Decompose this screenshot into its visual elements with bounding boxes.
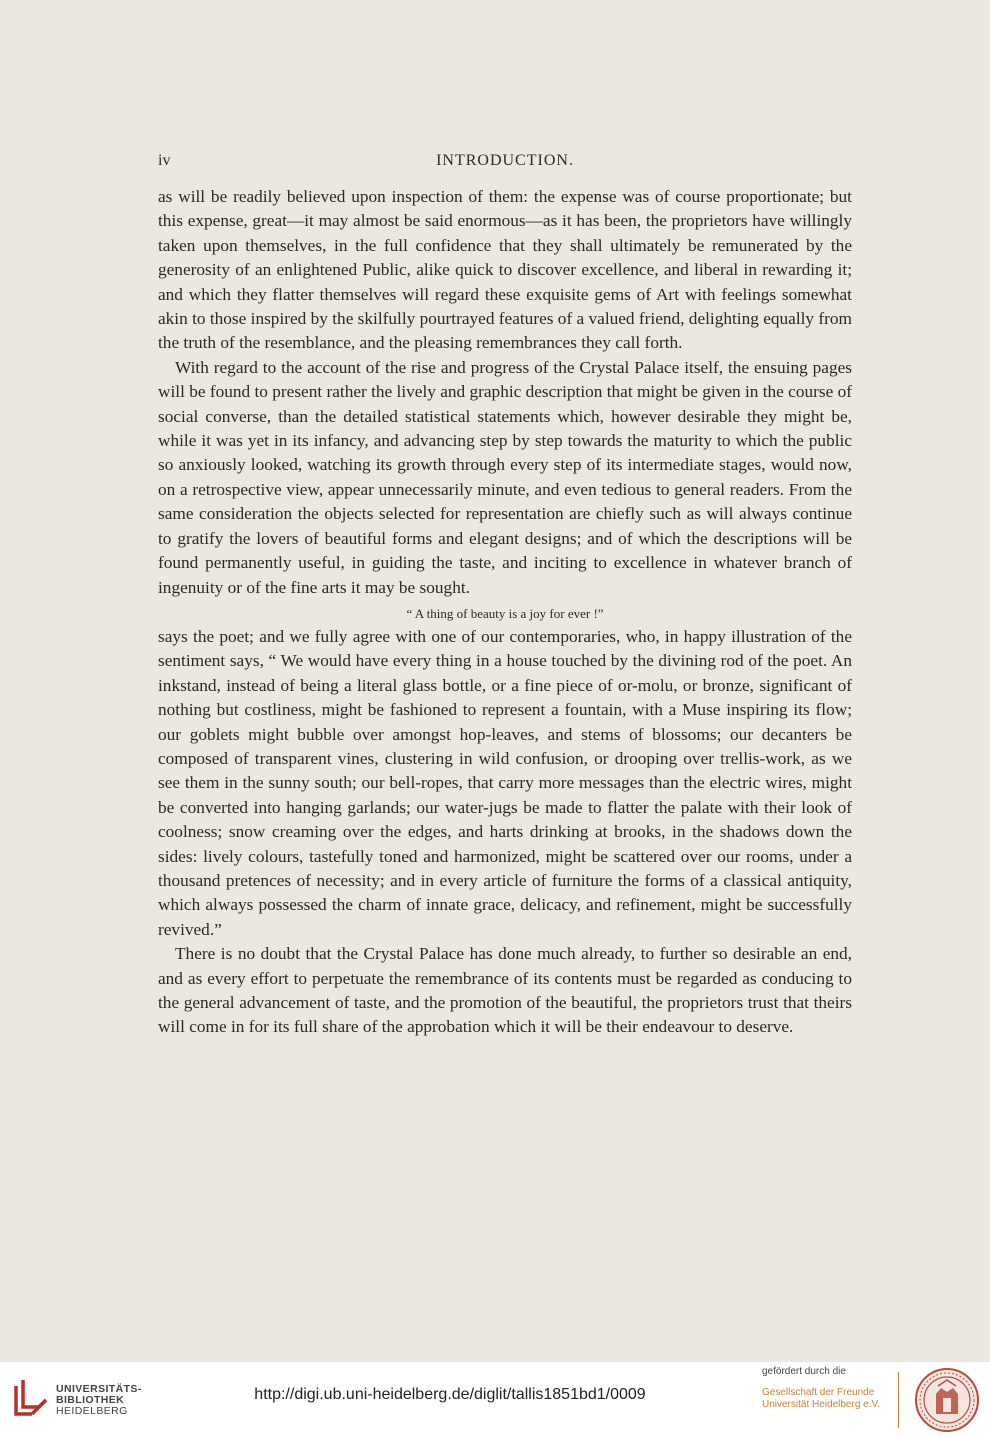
library-name-line: BIBLIOTHEK (56, 1394, 125, 1406)
body-text (158, 185, 852, 1040)
paragraph: With regard to the account of the rise and progress of the Crystal Palace itself, the ensuing pages will be found to present rather the lively and graphic description that might be given in the course of social converse, than the detailed statistical statements which, however desirable they might be, while it was yet in its infancy, and advancing step by step towards the maturity to which the public so anxiously looked, watching its growth through every step of its intermediate stages, would now, on a retrospective view, appear unnecessarily minute, and even tedious to general readers. From the same consideration the objects selected for representation are chiefly such as will always continue to gratify the lovers of beautiful forms and elegant designs; and of which the descriptions will be found permanently useful, in guiding the taste, and inciting to excellence in whatever branch of ingenuity or of the fine arts it may be sought. (158, 357, 852, 597)
page-header (158, 152, 852, 178)
library-name (56, 1384, 142, 1417)
university-seal-icon (914, 1366, 980, 1434)
society-name-line: Gesellschaft der Freunde (762, 1387, 875, 1398)
paragraph: says the poet; and we fully agree with one of our contemporaries, who, in happy illustration of the sentiment says, “ We would have every thing in a house touched by the divining rod of the poet. An inkstand, instead of being a literal glass bottle, or a fine piece of or-molu, or bronze, significant of nothing but costliness, might be fashioned to represent a fountain, with a Muse inspiring its flow; our goblets might bubble over amongst hop-leaves, and stems of blossoms; our decanters be composed of transparent vines, clustering in wild confusion, or drooping over trellis-work, as we see them in the sunny south; our bell-ropes, that carry more messages than the electric wires, might be converted into hanging garlands; our water-jugs be made to flatter the palate with their look of coolness; snow creaming over the edges, and harts drinking at brooks, in the shadows down the sides: lively colours, tastefully toned and harmonized, might be scattered over our rooms, under a thousand pretences of necessity; and in every article of furniture the forms of a classical antiquity, which always possessed the charm of innate grace, delicacy, and refinement, might be successfully revived.” (158, 626, 852, 939)
page-number: iv (158, 152, 171, 169)
sponsor-label: gefördert durch die (762, 1366, 846, 1377)
paragraph: There is no doubt that the Crystal Palace has done much already, to further so desirable an end, and as every effort to perpetuate the remembrance of its contents must be regarded as conducing to the general advancement of taste, and the promotion of the beautiful, the proprietors trust that theirs will come in for its full share of the approbation which it will be their endeavour to deserve. (158, 944, 852, 1037)
sponsor-credit (740, 1366, 896, 1411)
library-name-line: UNIVERSITÄTS- (56, 1383, 142, 1395)
society-name-line: Universität Heidelberg e.V. (762, 1399, 881, 1410)
paragraph: as will be readily believed upon inspection of them: the expense was of course proportionate; but this expense, great—it may almost be said enormous—as it has been, the proprietors have willingly taken upon themselves, in the full confidence that they shall ultimately be remunerated by the generosity of an enlightened Public, alike quick to discover excellence, and liberal in rewarding it; and which they flatter themselves will regard these exquisite gems of Art with feelings somewhat akin to those inspired by the skilfully pourtrayed features of a valued friend, delighting equally from the truth of the resemblance, and the pleasing remembrances they call forth. (158, 187, 852, 353)
divider (898, 1372, 899, 1428)
university-library-logo-icon (12, 1376, 48, 1426)
quotation: “ A thing of beauty is a joy for ever !” (406, 605, 604, 621)
society-name (762, 1387, 896, 1411)
running-title: INTRODUCTION. (436, 152, 574, 169)
permalink-url[interactable]: http://digi.ub.uni-heidelberg.de/diglit/tallis1851bd1/0009 (254, 1386, 646, 1403)
library-name-line: HEIDELBERG (56, 1405, 128, 1417)
digitization-footer (0, 1362, 990, 1438)
